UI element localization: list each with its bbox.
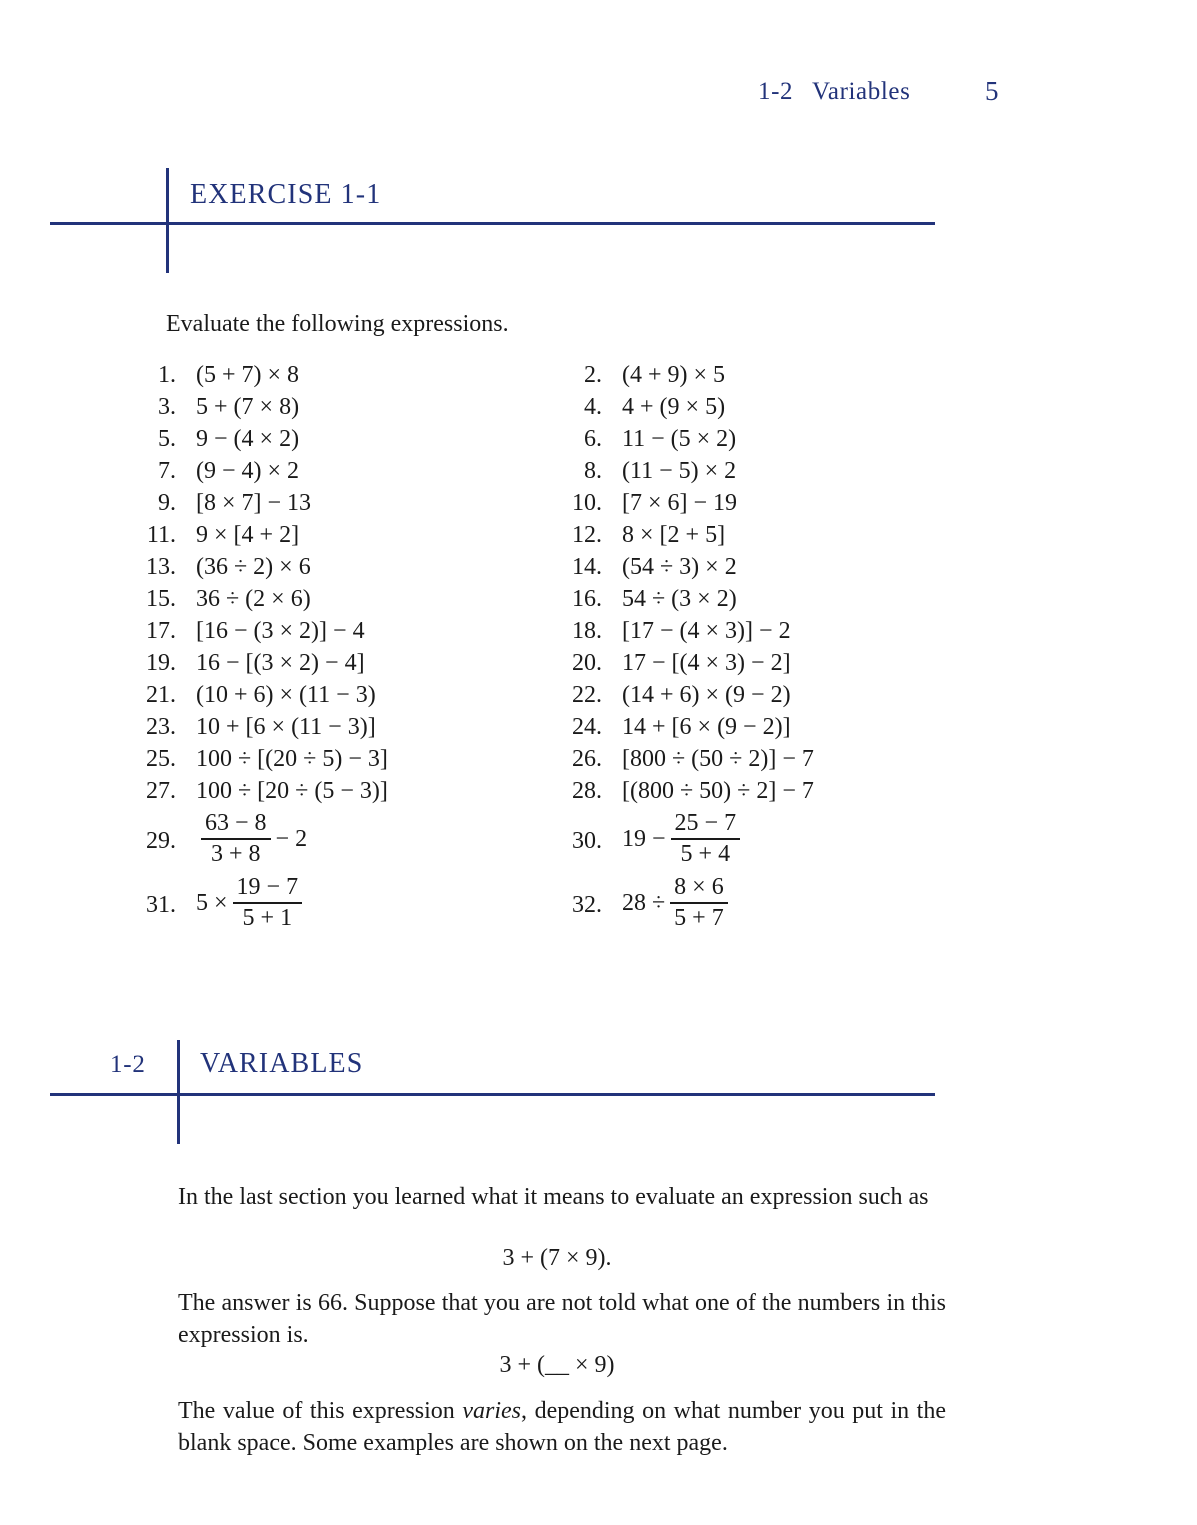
fraction	[670, 874, 728, 933]
paragraph-text-after: , depending on what number you put in the blank space. Some examples are shown on the next page.	[178, 1398, 947, 1456]
problem-row	[0, 810, 1197, 874]
problem-number: 29.	[146, 828, 176, 854]
running-head-title: Variables	[812, 78, 911, 105]
problem-expression: 14 + [6 × (9 − 2)]	[622, 714, 791, 740]
problem-number: 30.	[572, 828, 602, 854]
problem-expression: (9 − 4) × 2	[196, 458, 300, 484]
problem-expression: 36 ÷ (2 × 6)	[196, 586, 311, 612]
problem-number: 13.	[146, 554, 176, 580]
problem-expression	[196, 874, 307, 933]
problem-row	[0, 586, 1197, 618]
exercise-heading: EXERCISE 1-1	[190, 179, 382, 210]
fraction-numerator: 25 − 7	[674, 810, 737, 836]
problem-row	[0, 554, 1197, 586]
problem-number: 16.	[572, 586, 602, 612]
problem-number: 15.	[146, 586, 176, 612]
problem-number: 10.	[572, 490, 602, 516]
problem-number: 19.	[146, 650, 176, 676]
problem-row	[0, 362, 1197, 394]
problem-number: 20.	[572, 650, 602, 676]
problem-number: 8.	[584, 458, 602, 484]
body-paragraph-2: The answer is 66. Suppose that you are not told what one of the numbers in this expression is.	[178, 1290, 946, 1348]
problem-row	[0, 490, 1197, 522]
problem-row	[0, 778, 1197, 810]
emphasized-word: varies	[462, 1398, 522, 1424]
problem-expression: 8 × [2 + 5]	[622, 522, 726, 548]
problem-number: 2.	[584, 362, 602, 388]
fraction-suffix: − 2	[275, 826, 308, 853]
problem-row	[0, 714, 1197, 746]
problem-number: 14.	[572, 554, 602, 580]
running-head-section: 1-2	[758, 78, 794, 105]
problem-row	[0, 458, 1197, 490]
fraction-prefix: 28 ÷	[622, 890, 666, 917]
problem-expression: (10 + 6) × (11 − 3)	[196, 682, 376, 708]
problem-expression: 10 + [6 × (11 − 3)]	[196, 714, 376, 740]
fraction-numerator: 63 − 8	[205, 810, 267, 836]
problem-number: 6.	[584, 426, 602, 452]
fraction-numerator: 19 − 7	[236, 874, 299, 900]
display-expression-2: 3 + (__ × 9)	[499, 1352, 615, 1378]
problem-expression	[622, 810, 745, 869]
fraction-bar	[670, 902, 728, 904]
running-head	[0, 78, 1197, 114]
problem-expression: (4 + 9) × 5	[622, 362, 726, 388]
problem-expression: (36 ÷ 2) × 6	[196, 554, 311, 580]
problem-number: 17.	[146, 618, 176, 644]
problem-number: 22.	[572, 682, 602, 708]
problem-row	[0, 618, 1197, 650]
instruction-text: Evaluate the following expressions.	[166, 311, 509, 337]
problem-row	[0, 746, 1197, 778]
problem-number: 12.	[572, 522, 602, 548]
exercise-horizontal-rule	[50, 222, 935, 225]
problem-number: 9.	[158, 490, 176, 516]
fraction-prefix: 19 −	[622, 826, 666, 853]
fraction-bar	[671, 838, 741, 840]
page-number: 5	[985, 76, 1000, 106]
display-expression-1: 3 + (7 × 9).	[502, 1245, 612, 1271]
problem-expression: [17 − (4 × 3)] − 2	[622, 618, 791, 644]
problem-row	[0, 650, 1197, 682]
paragraph-text-before: The value of this expression	[178, 1398, 463, 1424]
problem-expression: (14 + 6) × (9 − 2)	[622, 682, 791, 708]
fraction	[201, 810, 271, 869]
fraction-bar	[233, 902, 303, 904]
fraction-denominator: 5 + 1	[242, 905, 293, 932]
problem-row	[0, 394, 1197, 426]
variables-heading: VARIABLES	[200, 1048, 364, 1079]
problem-number: 1.	[158, 362, 176, 388]
problem-expression: [16 − (3 × 2)] − 4	[196, 618, 365, 644]
problem-number: 27.	[146, 778, 176, 804]
problem-expression: (5 + 7) × 8	[196, 362, 300, 388]
fraction	[233, 874, 303, 933]
problem-expression	[622, 874, 733, 933]
problem-number: 3.	[158, 394, 176, 420]
problem-expression: 11 − (5 × 2)	[622, 426, 737, 452]
fraction-denominator: 5 + 7	[674, 905, 724, 932]
problem-expression: [(800 ÷ 50) ÷ 2] − 7	[622, 778, 814, 804]
problem-expression: 100 ÷ [20 ÷ (5 − 3)]	[196, 778, 388, 804]
problem-number: 4.	[584, 394, 602, 420]
problem-expression: [800 ÷ (50 ÷ 2)] − 7	[622, 746, 814, 772]
problem-row	[0, 682, 1197, 714]
fraction-numerator: 8 × 6	[674, 874, 724, 900]
problem-expression: 5 + (7 × 8)	[196, 394, 300, 420]
variables-horizontal-rule	[50, 1093, 935, 1096]
problem-expression: (54 ÷ 3) × 2	[622, 554, 737, 580]
problem-row	[0, 522, 1197, 554]
variables-vertical-rule	[177, 1040, 180, 1144]
problem-expression: 4 + (9 × 5)	[622, 394, 726, 420]
problem-expression: [7 × 6] − 19	[622, 490, 738, 516]
exercise-vertical-rule	[166, 168, 169, 273]
problem-expression: 9 × [4 + 2]	[196, 522, 300, 548]
fraction-denominator: 5 + 4	[680, 841, 731, 868]
problem-number: 26.	[572, 746, 602, 772]
problem-number: 25.	[146, 746, 176, 772]
problem-number: 31.	[146, 892, 176, 918]
exercise-problem-list	[0, 362, 1197, 940]
fraction-denominator: 3 + 8	[211, 841, 261, 868]
problem-number: 23.	[146, 714, 176, 740]
body-paragraph-3	[178, 1396, 946, 1460]
problem-expression: 9 − (4 × 2)	[196, 426, 300, 452]
problem-expression: 16 − [(3 × 2) − 4]	[196, 650, 365, 676]
fraction	[671, 810, 741, 869]
problem-expression: [8 × 7] − 13	[196, 490, 312, 516]
problem-expression	[196, 810, 307, 869]
problem-number: 32.	[572, 892, 602, 918]
fraction-bar	[201, 838, 271, 840]
problem-expression: (11 − 5) × 2	[622, 458, 737, 484]
problem-row	[0, 874, 1197, 940]
problem-number: 18.	[572, 618, 602, 644]
problem-number: 24.	[572, 714, 602, 740]
problem-number: 28.	[572, 778, 602, 804]
body-paragraph-1: In the last section you learned what it means to evaluate an expression such as	[178, 1184, 929, 1210]
variables-section-number: 1-2	[110, 1051, 146, 1078]
problem-expression: 54 ÷ (3 × 2)	[622, 586, 737, 612]
problem-number: 7.	[158, 458, 176, 484]
problem-number: 5.	[158, 426, 176, 452]
problem-expression: 17 − [(4 × 3) − 2]	[622, 650, 791, 676]
problem-number: 21.	[146, 682, 176, 708]
problem-number: 11.	[146, 522, 176, 548]
problem-row	[0, 426, 1197, 458]
fraction-prefix: 5 ×	[196, 890, 228, 917]
problem-expression: 100 ÷ [(20 ÷ 5) − 3]	[196, 746, 388, 772]
